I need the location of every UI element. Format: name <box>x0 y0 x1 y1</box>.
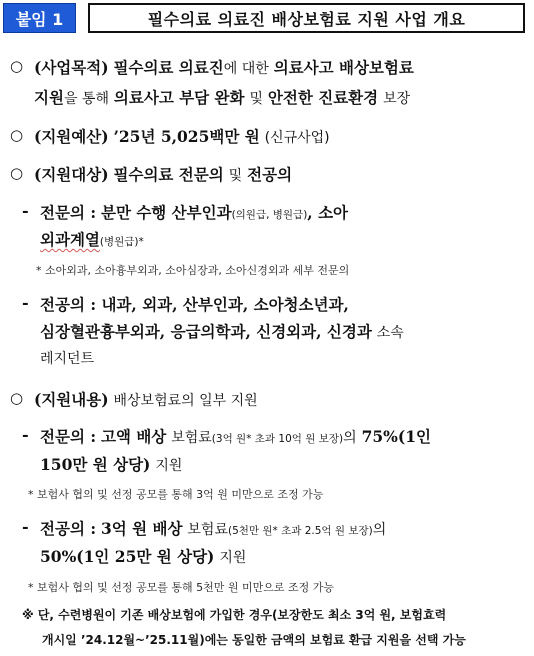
dash-icon: - <box>22 425 29 444</box>
specialist-text: 외과계열 <box>40 230 100 249</box>
specialist-text: 보험료 <box>171 430 212 446</box>
header <box>3 3 525 33</box>
content-label: (지원내용) <box>34 390 109 409</box>
resident-line-2 <box>40 320 404 342</box>
specialist-text: 고액 배상 <box>100 427 167 446</box>
purpose-text: 을 통해 <box>63 91 109 107</box>
target-label: (지원대상) <box>34 165 109 184</box>
final-note-line-2: 개시일 ’24.12월~’25.11월)에는 동일한 금액의 보험료 환급 지원을 선택 가능 <box>42 633 466 647</box>
purpose-text: 의료사고 부담 완화 <box>113 88 245 107</box>
specialist-footnote: * 소아외과, 소아흉부외과, 소아심장과, 소아신경외과 세부 전문의 <box>36 264 350 277</box>
resident-text: 3억 원 배상 <box>100 519 183 538</box>
specialist-note: (의원급, 병원급) <box>231 209 308 221</box>
resident-line-1 <box>40 293 349 315</box>
target-text: 전공의 <box>247 165 293 184</box>
resident-label: 전공의 : <box>40 295 97 314</box>
purpose-text: 의료사고 배상보험료 <box>273 58 414 77</box>
resident-text: 내과, 외과, 산부인과, 소아청소년과, <box>101 295 349 314</box>
target-text: 및 <box>228 168 243 184</box>
target-specialist-line-2 <box>40 228 144 250</box>
budget-label: (지원예산) <box>34 127 109 146</box>
resident-text: 지원 <box>219 550 247 566</box>
resident-note: (5천만 원* 초과 2.5억 원 보장) <box>227 525 373 537</box>
budget-line <box>34 125 330 147</box>
purpose-text: 필수의료 의료진 <box>113 58 224 77</box>
resident-footnote: * 보험사 협의 및 선정 공모를 통해 5천만 원 미만으로 조정 가능 <box>28 581 334 594</box>
purpose-text: 에 대한 <box>223 61 269 77</box>
purpose-text: 보장 <box>383 91 411 107</box>
purpose-text: 지원 <box>34 88 64 107</box>
resident-text: 심장혈관흉부외과, 응급의학과, 신경외과, 신경과 <box>40 322 372 341</box>
specialist-note: (병원급)* <box>99 236 144 248</box>
content-line <box>34 388 258 410</box>
bullet-icon: ○ <box>10 57 24 75</box>
specialist-text: 분만 수행 산부인과 <box>100 203 232 222</box>
specialist-text: , 소아 <box>307 203 349 222</box>
dash-icon: - <box>22 517 29 536</box>
target-text: 필수의료 전문의 <box>113 165 224 184</box>
final-note-line-1: ※ 단, 수련병원이 기존 배상보험에 가입한 경우(보장한도 최소 3억 원, 보험효력 <box>22 608 447 622</box>
purpose-line-2 <box>34 86 410 108</box>
content-resident-line-1 <box>40 517 386 539</box>
attachment-badge: 붙임 1 <box>3 3 76 33</box>
resident-text: 소속 <box>376 325 404 341</box>
specialist-text: 150만 원 상당) <box>40 455 151 474</box>
content-specialist-line-1 <box>40 425 431 447</box>
bullet-icon: ○ <box>10 164 24 182</box>
specialist-label: 전문의 : <box>40 427 97 446</box>
specialist-note: (3억 원* 초과 10억 원 보장) <box>211 433 344 445</box>
resident-label: 전공의 : <box>40 519 97 538</box>
content-text: 배상보험료의 일부 지원 <box>113 393 258 409</box>
budget-amount: ’25년 5,025백만 원 <box>113 127 260 146</box>
content-specialist-line-2 <box>40 453 182 475</box>
specialist-text: 의 <box>343 430 357 446</box>
purpose-text: 안전한 진료환경 <box>267 88 379 107</box>
resident-text: 의 <box>372 522 387 538</box>
purpose-line-1 <box>34 56 414 78</box>
content-resident-line-2 <box>40 545 246 567</box>
specialist-text: 지원 <box>155 458 183 474</box>
specialist-footnote: * 보험사 협의 및 선정 공모를 통해 3억 원 미만으로 조정 가능 <box>28 488 324 501</box>
budget-note: (신규사업) <box>264 130 330 146</box>
resident-text: 50%(1인 25만 원 상당) <box>40 547 215 566</box>
specialist-text: 75%(1인 <box>361 427 431 446</box>
purpose-text: 및 <box>249 91 263 107</box>
target-line <box>34 163 292 185</box>
specialist-label: 전문의 : <box>40 203 97 222</box>
resident-text: 보험료 <box>187 522 228 538</box>
page-title: 필수의료 의료진 배상보험료 지원 사업 개요 <box>88 3 525 33</box>
dash-icon: - <box>22 201 29 220</box>
target-specialist-line-1 <box>40 201 348 223</box>
resident-line-3: 레지던트 <box>40 351 95 367</box>
purpose-label: (사업목적) <box>34 58 109 77</box>
dash-icon: - <box>22 293 29 312</box>
bullet-icon: ○ <box>10 126 24 144</box>
bullet-icon: ○ <box>10 389 24 407</box>
